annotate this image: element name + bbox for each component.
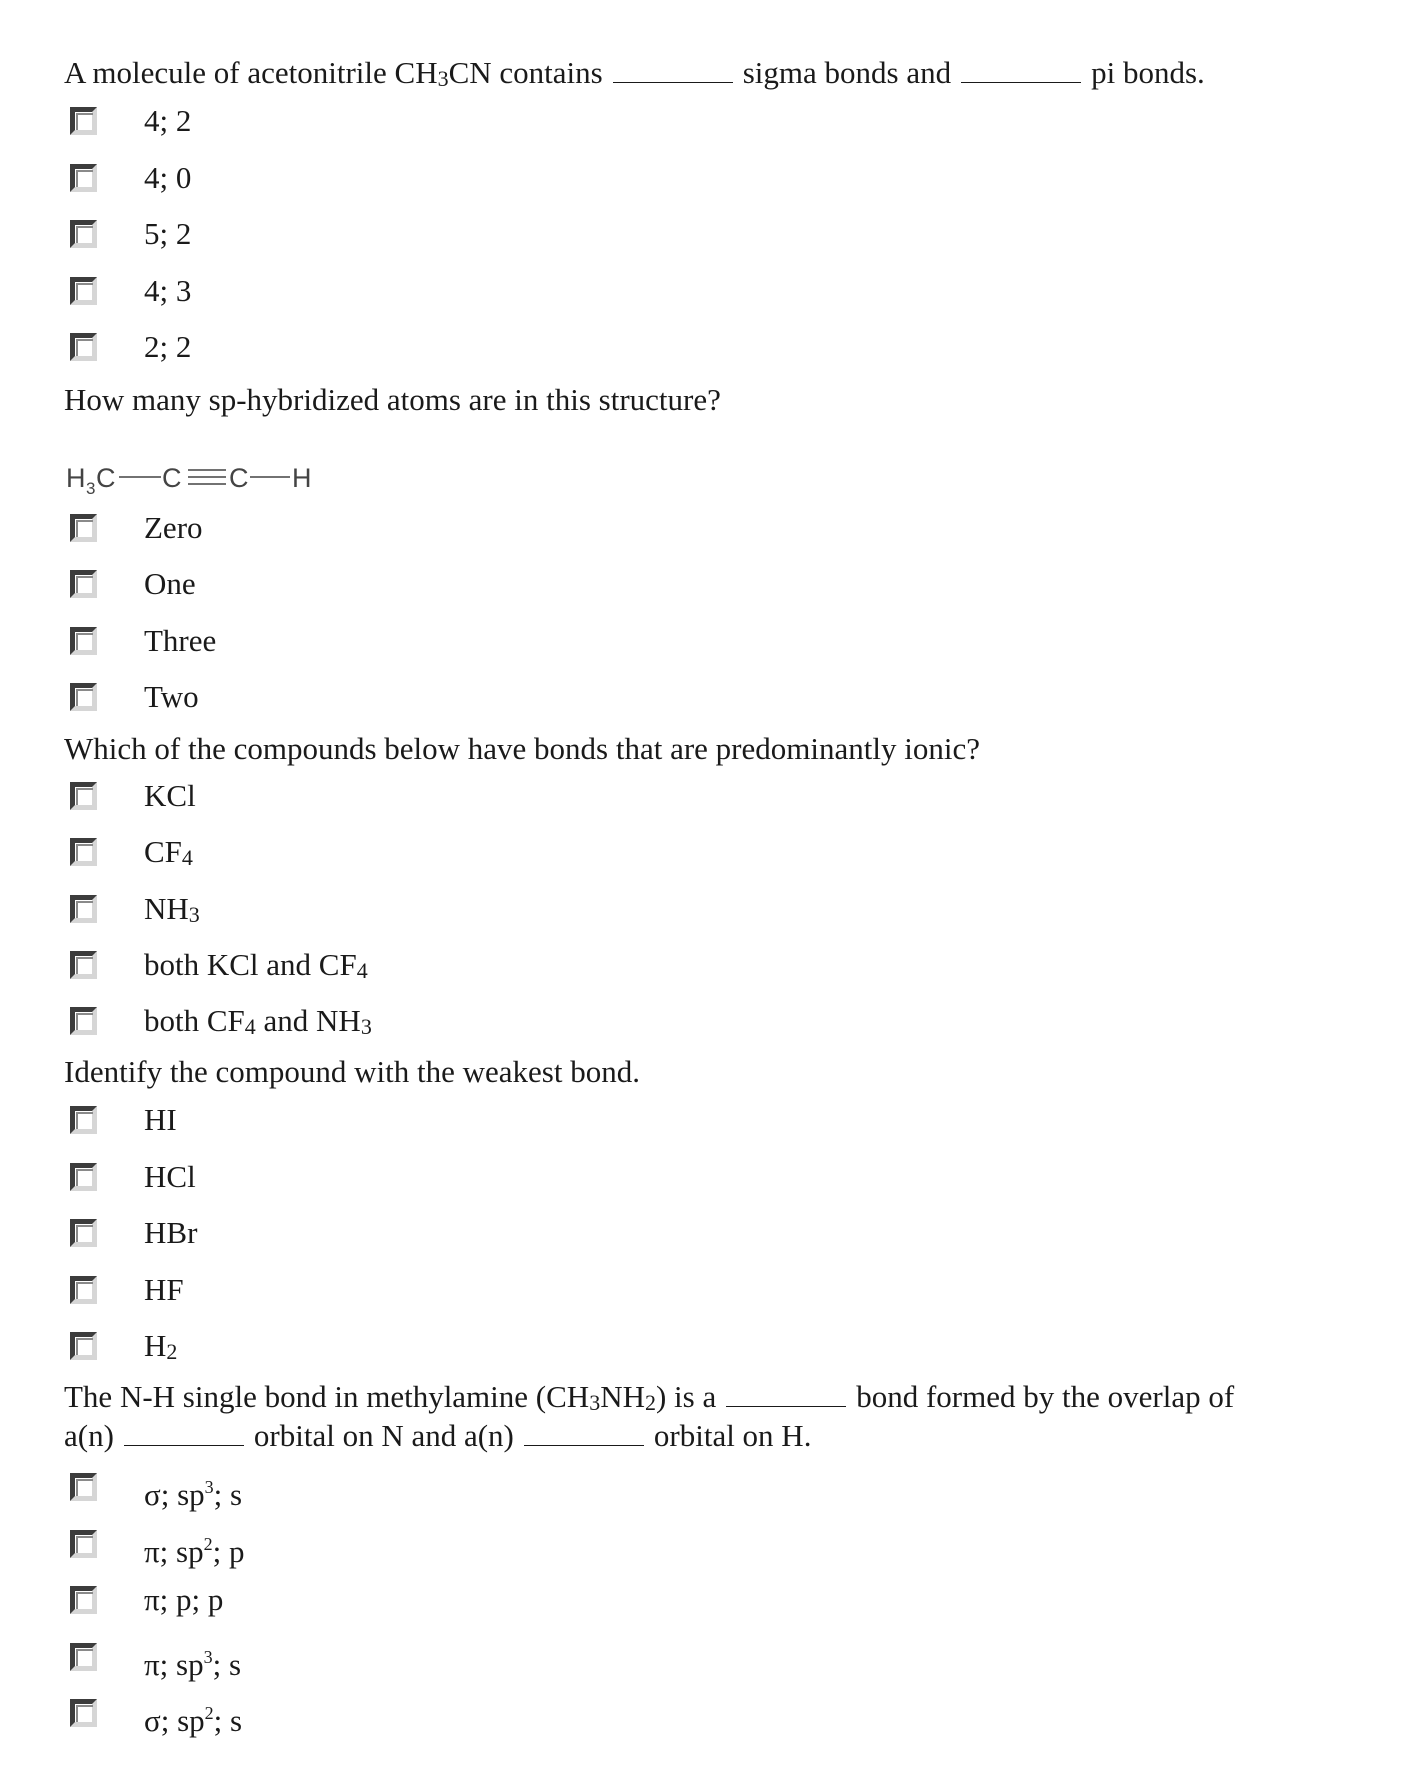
option-superscript: 3 — [204, 1477, 214, 1497]
option-subscript: 3 — [188, 902, 200, 927]
q1-text-sub: 3 — [437, 66, 449, 91]
option-text: π; sp — [144, 1534, 204, 1569]
option-label: 5; 2 — [144, 216, 192, 251]
propyne-structure-image — [64, 460, 324, 500]
option-label — [144, 889, 200, 935]
option-text: π; sp — [144, 1647, 204, 1682]
option-label: 4; 0 — [144, 160, 192, 195]
radio-button[interactable] — [70, 627, 97, 655]
option-text: σ; sp — [144, 1477, 205, 1512]
option-text: ; s — [213, 1477, 243, 1512]
struct-c-3: C — [229, 463, 249, 493]
radio-button[interactable] — [70, 277, 97, 305]
option-subscript: 2 — [166, 1339, 178, 1364]
option-text: both CF — [144, 1003, 245, 1038]
radio-button[interactable] — [70, 1699, 97, 1727]
struct-c-2: C — [162, 463, 182, 493]
option-label — [144, 1524, 244, 1572]
option-label — [144, 776, 196, 816]
option-text: H — [144, 1328, 167, 1363]
option-label — [144, 1157, 196, 1197]
radio-button[interactable] — [70, 514, 97, 542]
q5-text-g: orbital on H. — [653, 1418, 812, 1453]
option-text: both KCl and CF — [144, 947, 357, 982]
radio-button[interactable] — [70, 1473, 97, 1501]
option-label: 2; 2 — [144, 329, 192, 364]
option-text: ; p — [212, 1534, 245, 1569]
radio-button[interactable] — [70, 570, 97, 598]
option-label — [144, 1693, 242, 1741]
option-text: ; s — [213, 1703, 243, 1738]
option-label — [144, 1326, 177, 1372]
radio-button[interactable] — [70, 895, 97, 923]
q5-text-sub: 2 — [644, 1390, 656, 1415]
option-label — [144, 1580, 223, 1620]
radio-button[interactable] — [70, 1586, 97, 1614]
radio-button[interactable] — [70, 838, 97, 866]
option-superscript: 2 — [204, 1703, 214, 1723]
option-text: HBr — [144, 1215, 198, 1250]
radio-button[interactable] — [70, 782, 97, 810]
radio-button[interactable] — [70, 1219, 97, 1247]
radio-button[interactable] — [70, 1163, 97, 1191]
option-label: Two — [144, 679, 199, 714]
option-text: HCl — [144, 1159, 196, 1194]
option-label — [144, 1467, 242, 1515]
q5-text-b: NH — [600, 1379, 645, 1414]
q1-text-c: sigma bonds and — [742, 55, 952, 90]
option-subscript: 4 — [356, 958, 368, 983]
q5-blank-1 — [726, 1381, 846, 1407]
option-text: HF — [144, 1272, 184, 1307]
option-label — [144, 1001, 372, 1047]
option-label: Three — [144, 623, 217, 658]
option-subscript: 4 — [181, 845, 193, 870]
option-subscript: 3 — [360, 1014, 372, 1039]
q5-text-a: The N-H single bond in methylamine (CH — [64, 1379, 590, 1414]
q5-text-e: a(n) — [64, 1418, 114, 1453]
radio-button[interactable] — [70, 1007, 97, 1035]
radio-button[interactable] — [70, 1276, 97, 1304]
option-label — [144, 945, 368, 991]
option-label: One — [144, 566, 196, 601]
q5-text-sub: 3 — [589, 1390, 601, 1415]
q5-text-c: ) is a — [655, 1379, 717, 1414]
q5-text-d: bond formed by the overlap of — [856, 1379, 1235, 1414]
radio-button[interactable] — [70, 1106, 97, 1134]
option-label: Zero — [144, 510, 203, 545]
option-text: NH — [144, 891, 189, 926]
option-label — [144, 1100, 177, 1140]
option-label — [144, 1270, 184, 1310]
radio-button[interactable] — [70, 220, 97, 248]
option-label: 4; 2 — [144, 103, 192, 138]
option-label — [144, 1637, 241, 1685]
option-text: σ; sp — [144, 1703, 205, 1738]
question-5-text-line-2 — [64, 1418, 811, 1454]
question-2-text: How many sp-hybridized atoms are in this structure? — [64, 382, 721, 417]
option-label: 4; 3 — [144, 273, 192, 308]
radio-button[interactable] — [70, 1332, 97, 1360]
struct-c-1: C — [96, 463, 116, 493]
option-superscript: 3 — [203, 1647, 213, 1667]
question-1-text — [64, 55, 1205, 97]
q5-blank-2 — [124, 1420, 244, 1446]
struct-h-right: H — [292, 463, 312, 493]
q1-text-b: CN contains — [448, 55, 603, 90]
option-label — [144, 1213, 197, 1253]
q1-blank-2 — [961, 57, 1081, 83]
option-text: and NH — [255, 1003, 361, 1038]
option-text: CF — [144, 834, 182, 869]
radio-button[interactable] — [70, 683, 97, 711]
struct-sub-3: 3 — [86, 479, 96, 498]
question-5-text-line-1 — [64, 1379, 1234, 1421]
q1-text-d: pi bonds. — [1091, 55, 1205, 90]
q5-blank-3 — [524, 1420, 644, 1446]
option-subscript: 4 — [244, 1014, 256, 1039]
q1-blank-1 — [613, 57, 733, 83]
radio-button[interactable] — [70, 164, 97, 192]
option-text: KCl — [144, 778, 196, 813]
radio-button[interactable] — [70, 333, 97, 361]
option-superscript: 2 — [203, 1534, 213, 1554]
question-4-text: Identify the compound with the weakest bond. — [64, 1054, 640, 1089]
radio-button[interactable] — [70, 1643, 97, 1671]
option-text: ; s — [212, 1647, 242, 1682]
q5-text-f: orbital on N and a(n) — [253, 1418, 514, 1453]
radio-button[interactable] — [70, 951, 97, 979]
option-text: HI — [144, 1102, 177, 1137]
question-3-text: Which of the compounds below have bonds that are predominantly ionic? — [64, 731, 980, 766]
radio-button[interactable] — [70, 1530, 97, 1558]
radio-button[interactable] — [70, 107, 97, 135]
option-text: π; p; p — [144, 1582, 224, 1617]
q1-text-a: A molecule of acetonitrile CH — [64, 55, 438, 90]
option-label — [144, 832, 193, 878]
struct-h3-left: H — [66, 463, 86, 493]
